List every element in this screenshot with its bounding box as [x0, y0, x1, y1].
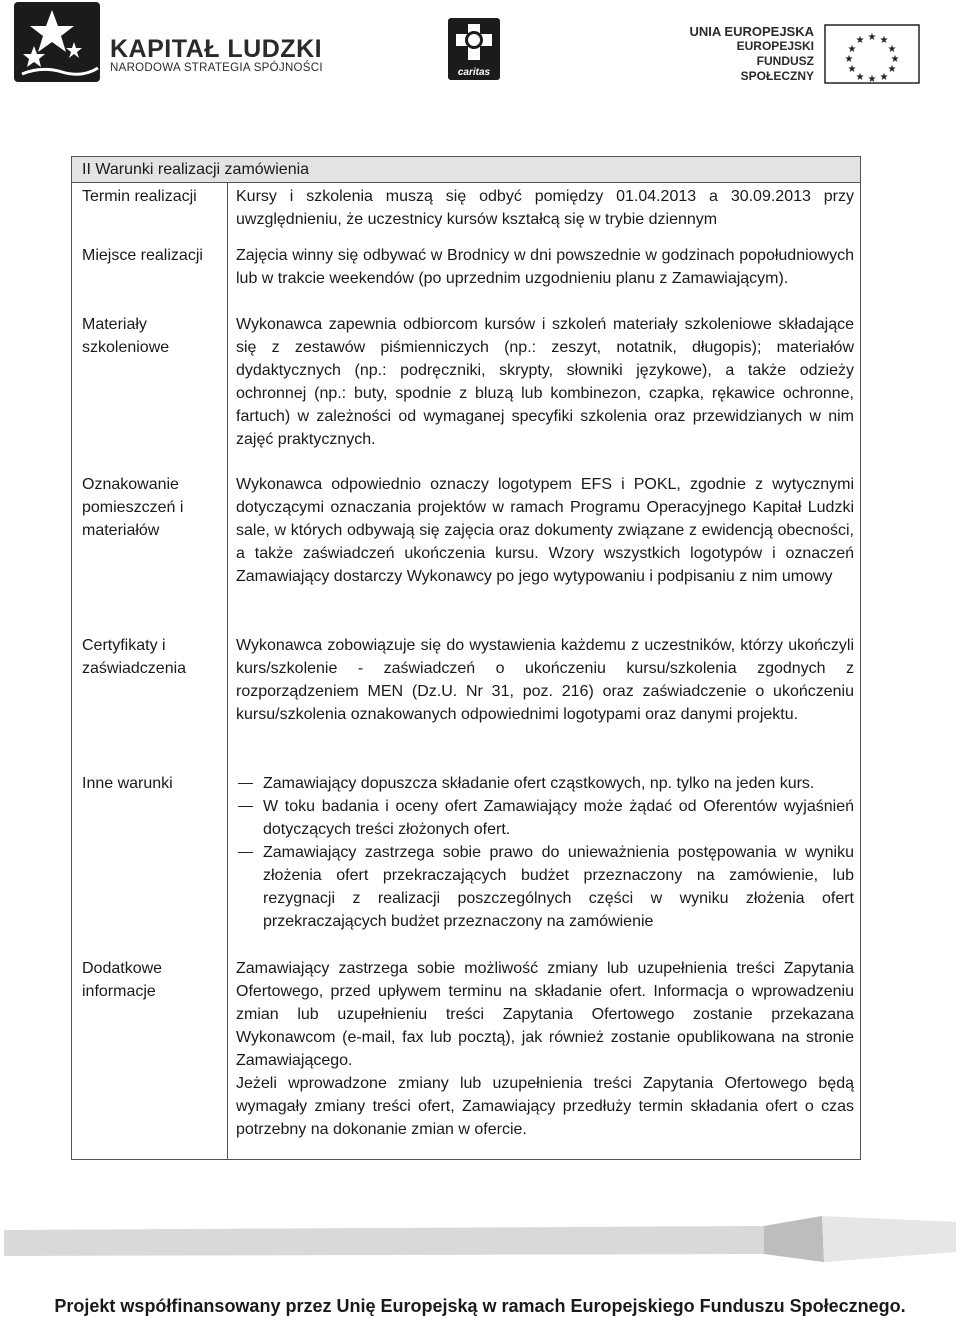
svg-text:★: ★: [867, 32, 877, 43]
footer-text: Projekt współfinansowany przez Unię Europejską w ramach Europejskiego Funduszu Społecznego.: [54, 1296, 906, 1316]
list-item: W toku badania i oceny ofert Zamawiający może żądać od Oferentów wyjaśnień dotyczących treści złożonych ofert.: [236, 795, 854, 841]
eu-flag-icon: [824, 24, 920, 84]
svg-text:★: ★: [890, 54, 900, 65]
svg-text:★: ★: [887, 64, 897, 75]
row-label-dodatkowe: Dodatkowe informacje: [82, 960, 163, 1000]
svg-text:★: ★: [887, 44, 897, 55]
svg-text:★: ★: [867, 74, 877, 84]
kapital-ludzki-logo: [12, 2, 332, 82]
kapital-ludzki-mark-icon: [12, 2, 104, 84]
row-content-termin: Kursy i szkolenia muszą się odbyć pomiędzy 01.04.2013 a 30.09.2013 przy uwzględnieniu, że uczestnicy kursów kształcą się w trybie dziennym: [236, 188, 854, 228]
footer-band: [4, 1212, 956, 1272]
svg-text:★: ★: [847, 44, 857, 55]
row-content-miejsce: Zajęcia winny się odbywać w Brodnicy w dni powszednie w godzinach popołudniowych lub w trakcie weekendów (po uprzednim uzgodnieniu planu z Zamawiającym).: [236, 247, 854, 287]
row-content-certyfikaty: Wykonawca zobowiązuje się do wystawienia każdemu z uczestników, którzy ukończyli kurs/szkolenie - zaświadczeń o ukończeniu kursu/szkolenia zgodnych z rozporządzeniem MEN (Dz.U. Nr 31, poz. 216) oraz zaświadczenie o ukończeniu kursu/szkolenia oznakowanych odpowiednimi logotypami oraz danymi projektu.: [236, 637, 854, 723]
row-label-oznakowanie: Oznakowanie pomieszczeń i materiałów: [82, 476, 184, 539]
kapital-ludzki-title: KAPITAŁ LUDZKI: [110, 35, 323, 63]
row-content-dodatkowe: [236, 957, 854, 1141]
conditions-table: [71, 156, 861, 1160]
row-label-inne: Inne warunki: [82, 775, 173, 792]
row-content-oznakowanie: Wykonawca odpowiednio oznaczy logotypem EFS i POKL, zgodnie z wytycznymi dotyczącymi oznaczania projektów w ramach Programu Operacyjnego Kapitał Ludzki sale, w których odbywają się zajęcia oraz dokumenty związane z ewidencją obecności, a także zaświadczeń ukończenia kursu. Wzory wszystkich logotypów i oznaczeń Zamawiający dostarczy Wykonawcy po jego wytypowaniu i podpisaniu z nim umowy: [236, 476, 854, 585]
svg-text:★: ★: [879, 72, 889, 83]
svg-text:★: ★: [855, 35, 865, 46]
svg-text:★: ★: [844, 54, 854, 65]
paragraph: Jeżeli wprowadzone zmiany lub uzupełnienia treści Zapytania Ofertowego będą wymagały zmiany treści ofert, Zamawiający przedłuży termin składania ofert o czas potrzebny na dokonanie zmian w ofercie.: [236, 1075, 854, 1138]
eu-line-1: UNIA EUROPEJSKA: [689, 24, 814, 39]
page-header: [0, 0, 960, 90]
eu-line-2: EUROPEJSKI: [736, 39, 814, 53]
kapital-ludzki-subtitle: NARODOWA STRATEGIA SPÓJNOŚCI: [110, 62, 323, 74]
eu-line-3: FUNDUSZ SPOŁECZNY: [740, 54, 814, 83]
list-item: Zamawiający dopuszcza składanie ofert cząstkowych, np. tylko na jeden kurs.: [236, 772, 854, 795]
list-item: Zamawiający zastrzega sobie prawo do unieważnienia postępowania w wyniku złożenia ofert przekraczających budżet przeznaczony na zamówienie, lub rezygnacji z realizacji poszczególnych części w wyniku złożenia ofert przekraczających budżet przeznaczony na zamówienie: [236, 841, 854, 933]
caritas-label: caritas: [457, 67, 491, 78]
inne-warunki-list: [236, 772, 854, 933]
svg-text:★: ★: [879, 35, 889, 46]
row-label-certyfikaty: Certyfikaty i zaświadczenia: [82, 637, 187, 677]
row-content-materialy: Wykonawca zapewnia odbiorcom kursów i szkoleń materiały szkoleniowe składające się z zestawów piśmienniczych (np.: zeszyt, notatnik, długopis); materiałów dydaktycznych (np.: podręczniki, skrypty, słowniki językowe), a także odzieży ochronnej (np.: buty, spodnie z bluzą lub kombinezon, czapka, rękawice ochronne, fartuch) w zależności od wymaganej specyfiki szkolenia oraz przewidzianych w nim zajęć praktycznych.: [236, 316, 854, 448]
paragraph: Zamawiający zastrzega sobie możliwość zmiany lub uzupełnienia treści Zapytania Ofertowego, przed upływem terminu na składanie ofert. Informacja o wprowadzeniu zmian lub uzupełnieniu treści Zapytania Ofertowego zostanie przekazana Wykonawcom (e-mail, fax lub pocztą), jak również zostanie opublikowana na stronie Zamawiającego.: [236, 960, 854, 1069]
caritas-logo: [448, 18, 500, 80]
svg-text:★: ★: [847, 64, 857, 75]
section-title: II Warunki realizacji zamówienia: [72, 157, 860, 183]
eu-logo: [686, 24, 926, 84]
eu-text: [686, 24, 814, 84]
row-label-termin: Termin realizacji: [82, 188, 197, 205]
row-label-miejsce: Miejsce realizacji: [82, 247, 203, 264]
row-label-materialy: Materiały szkoleniowe: [82, 316, 170, 356]
svg-text:★: ★: [855, 72, 865, 83]
column-divider: [227, 183, 228, 1160]
row-content-inne: [236, 772, 854, 933]
